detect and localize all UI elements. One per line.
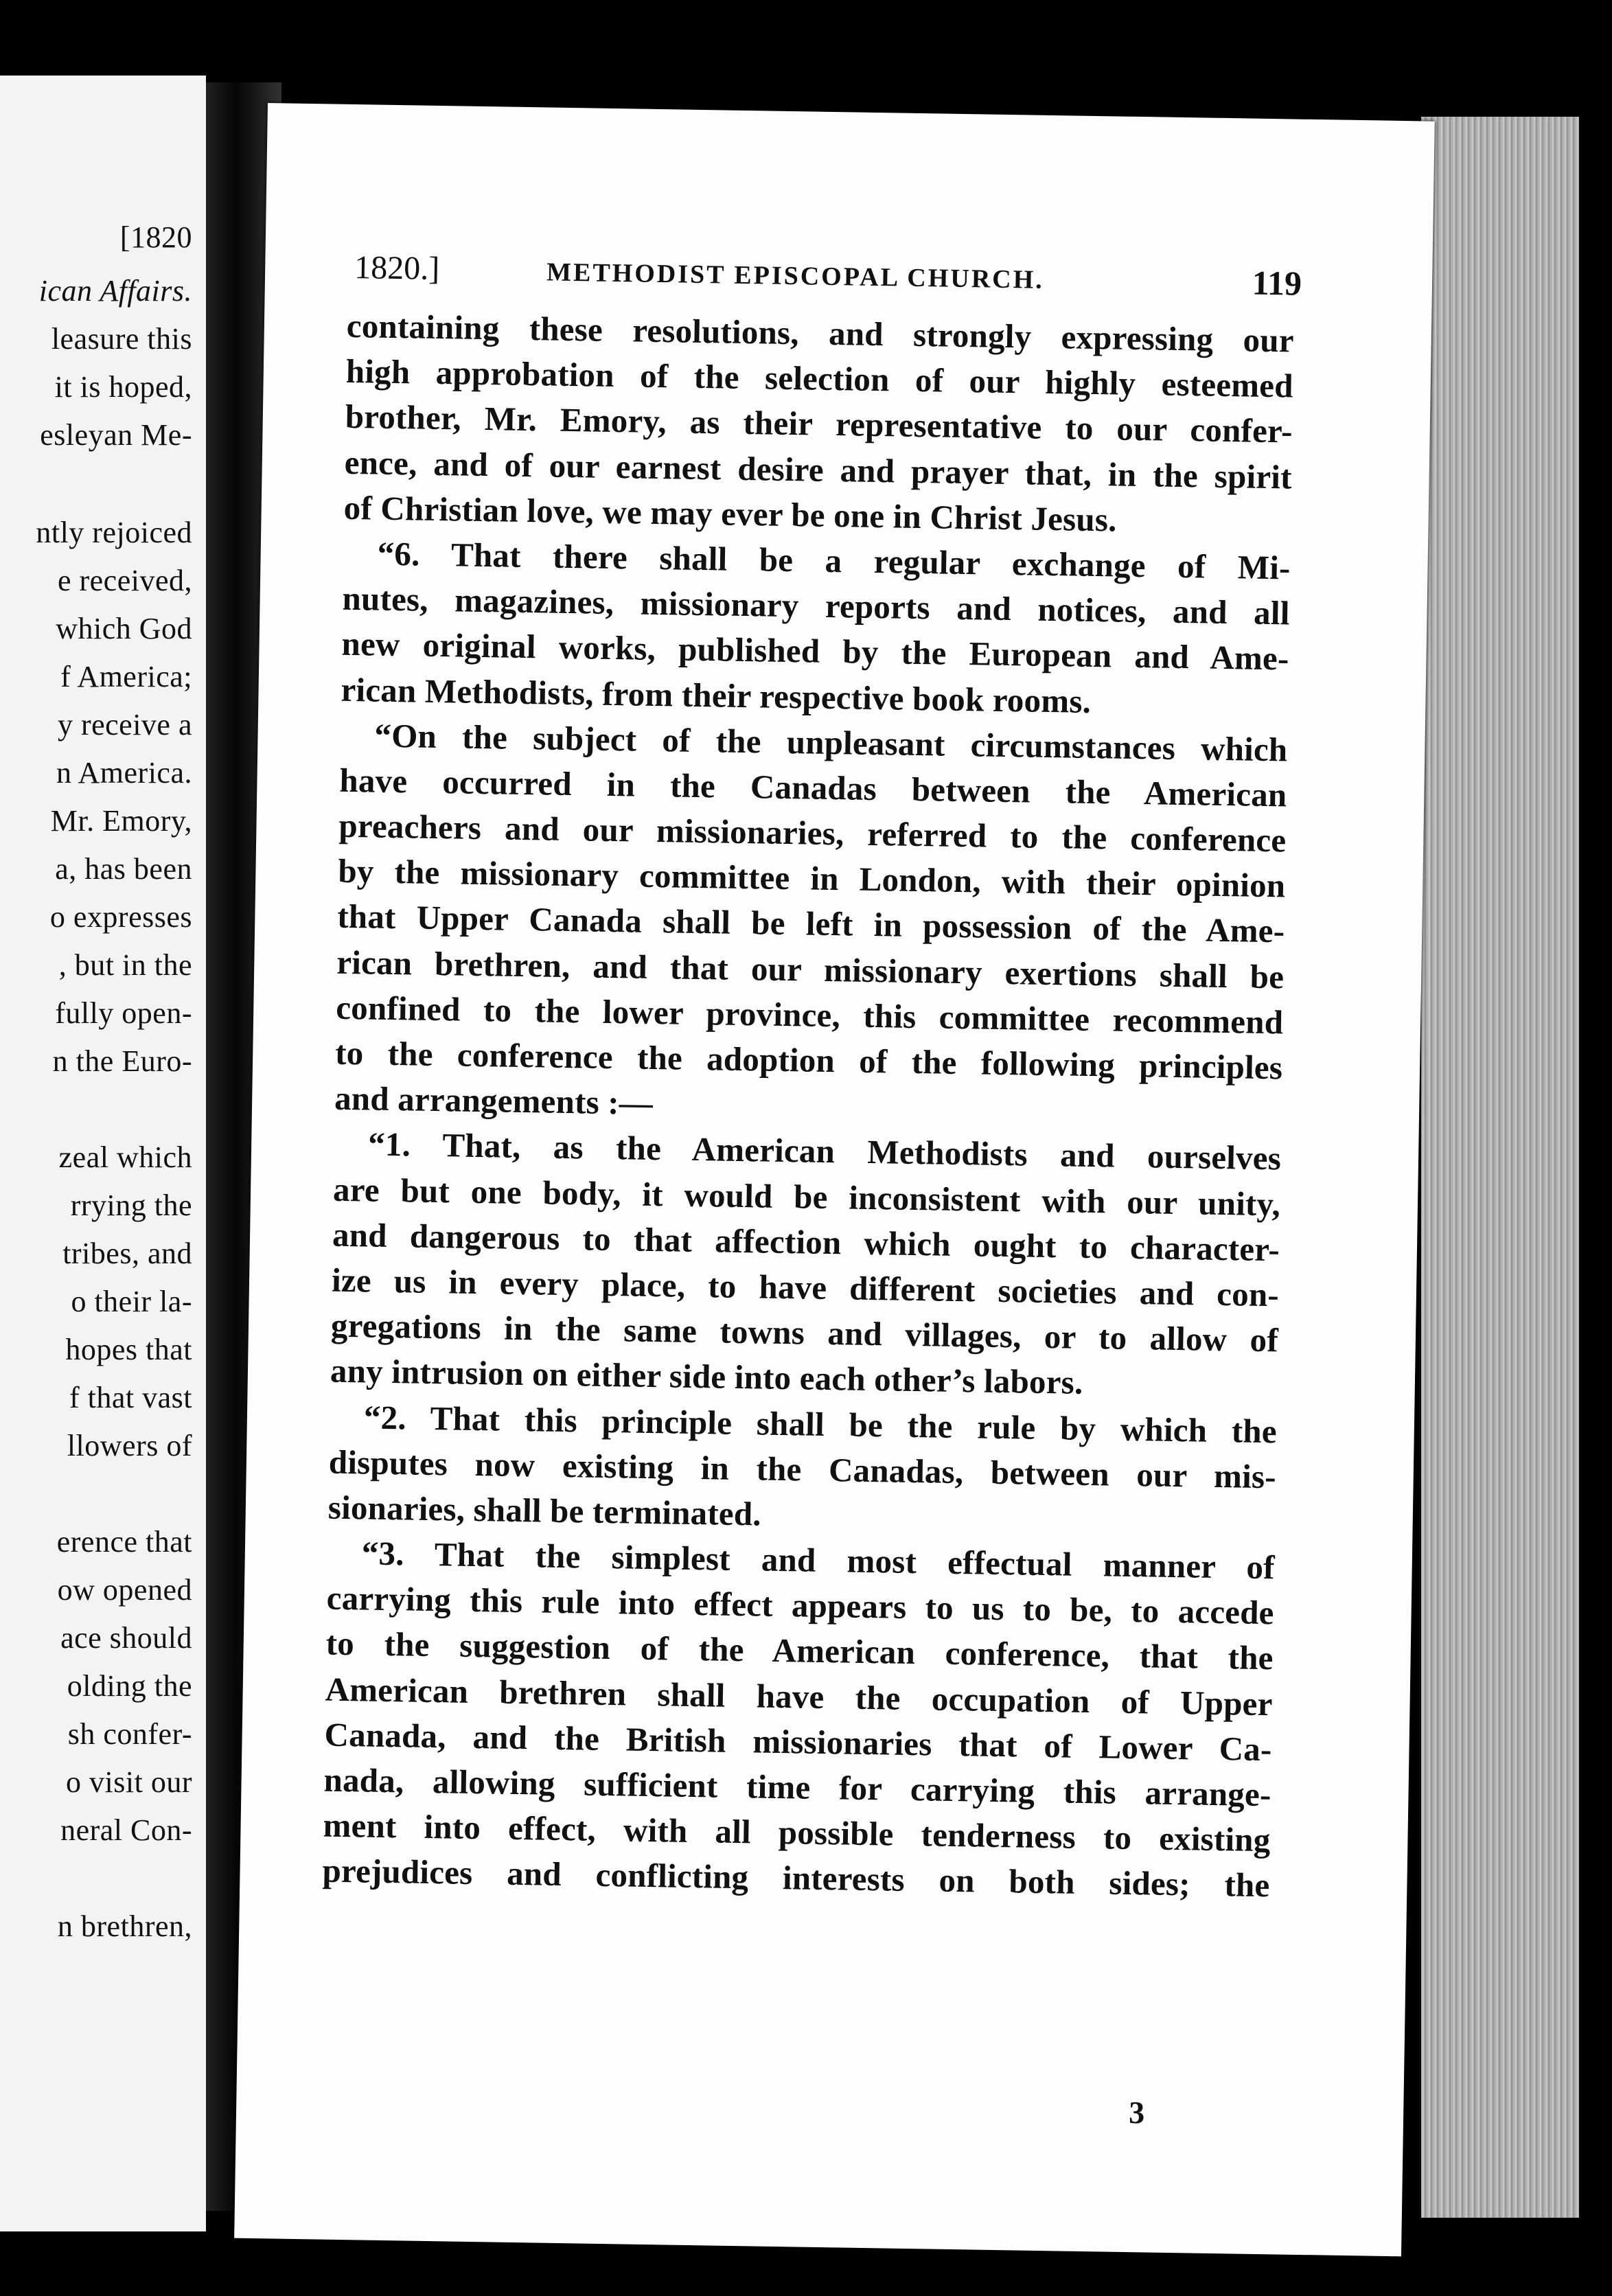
left-page-line: , but in the: [58, 948, 192, 982]
left-page-line: o expresses: [49, 900, 192, 934]
text-line: confined to the lower province, this committee recommend: [335, 988, 1284, 1042]
text-line: “3. That the simplest and most effectual manner of: [361, 1534, 1276, 1587]
left-page-line: tribes, and: [62, 1237, 192, 1270]
left-page-line: Mr. Emory,: [50, 804, 192, 838]
left-page-line: leasure this: [51, 322, 192, 356]
text-line: and dangerous to that affection which ought to character-: [332, 1215, 1280, 1269]
left-page-line: rrying the: [70, 1189, 192, 1222]
text-line: have occurred in the Canadas between the American: [339, 761, 1287, 814]
text-line: American brethren shall have the occupation of Upper: [325, 1670, 1273, 1723]
text-line: to the conference the adoption of the following principles: [334, 1033, 1283, 1087]
left-page-line: ow opened: [57, 1573, 192, 1607]
left-page-line: fully open-: [55, 996, 192, 1030]
text-line: ize us in every place, to have different societies and con-: [331, 1261, 1280, 1314]
text-line: disputes now existing in the Canadas, between our mis-: [328, 1443, 1277, 1496]
text-line: high approbation of the selection of our highly esteemed: [345, 352, 1294, 405]
left-page-line: a, has been: [55, 852, 192, 886]
text-line: ment into effect, with all possible tenderness to existing: [323, 1806, 1271, 1859]
text-line: prejudices and conflicting interests on both sides; the: [322, 1851, 1270, 1905]
text-line: “1. That, as the American Methodists and ourselves: [367, 1125, 1282, 1178]
left-page-line: ntly rejoiced: [36, 516, 192, 549]
previous-page-fragment: [0, 76, 206, 2231]
text-line: brother, Mr. Emory, as their representative to our confer-: [345, 398, 1293, 450]
left-page-line: hopes that: [65, 1333, 192, 1366]
running-head-title: METHODIST EPISCOPAL CHURCH.: [546, 257, 1045, 295]
left-page-line: [1820: [119, 220, 192, 254]
text-line: are but one body, it would be inconsistent with our unity,: [332, 1170, 1281, 1223]
text-line: “On the subject of the unpleasant circumstances which: [374, 716, 1288, 769]
text-line: by the missionary committee in London, with their opinion: [338, 852, 1286, 905]
left-page-line: olding the: [67, 1669, 192, 1703]
text-line: and arrangements :—: [334, 1079, 654, 1123]
text-line: that Upper Canada shall be left in possession of the Ame-: [336, 897, 1285, 950]
text-line: to the suggestion of the American conference, that the: [325, 1625, 1274, 1677]
left-page-line: zeal which: [58, 1140, 192, 1174]
left-page-line: y receive a: [57, 708, 192, 742]
text-line: nutes, magazines, missionary reports and notices, and all: [342, 579, 1290, 632]
text-line: new original works, published by the European and Ame-: [341, 625, 1289, 678]
left-page-line: ace should: [60, 1621, 192, 1655]
left-page-line: ican Affairs.: [38, 274, 192, 308]
text-line: containing these resolutions, and strongly expressing our: [346, 306, 1295, 360]
text-line: Canada, and the British missionaries that of Lower Ca-: [324, 1715, 1272, 1769]
text-line: carrying this rule into effect appears to us to be, to accede: [326, 1578, 1275, 1632]
left-page-line: f America;: [60, 660, 192, 693]
left-page-line: erence that: [56, 1525, 192, 1559]
text-line: “2. That this principle shall be the rule by which the: [363, 1397, 1278, 1450]
left-page-line: n the Euro-: [52, 1044, 192, 1078]
running-head: [354, 249, 1302, 312]
text-line: of Christian love, we may ever be one in Christ Jesus.: [343, 488, 1117, 539]
text-line: “6. That there shall be a regular exchange of Mi-: [377, 534, 1291, 587]
text-line: sionaries, shall be terminated.: [327, 1488, 762, 1533]
page-edges: [1421, 117, 1579, 2218]
body-text: [322, 303, 1294, 1909]
text-line: gregations in the same towns and villages, or to allow of: [330, 1306, 1279, 1359]
left-page-line: f that vast: [69, 1381, 192, 1414]
text-line: ence, and of our earnest desire and prayer that, in the spirit: [344, 443, 1293, 496]
left-page-line: which God: [56, 612, 192, 645]
left-page-line: llowers of: [67, 1429, 192, 1462]
left-page-line: e received,: [57, 564, 192, 597]
signature-mark: 3: [1128, 2095, 1145, 2131]
left-page-line: o visit our: [66, 1765, 192, 1799]
text-line: rican Methodists, from their respective book rooms.: [341, 670, 1092, 720]
running-head-year: 1820.]: [354, 249, 440, 287]
left-page-line: sh confer-: [67, 1717, 192, 1751]
left-page-line: n brethren,: [57, 1909, 192, 1943]
text-line: preachers and our missionaries, referred to the conference: [338, 806, 1287, 860]
left-page-line: neral Con-: [60, 1813, 192, 1847]
text-line: nada, allowing sufficient time for carrying this arrange-: [323, 1760, 1271, 1814]
page-number: 119: [1252, 263, 1302, 303]
left-page-line: n America.: [56, 756, 192, 790]
text-line: any intrusion on either side into each other’s labors.: [330, 1351, 1083, 1402]
text-line: rican brethren, and that our missionary exertions shall be: [336, 943, 1285, 996]
left-page-line: it is hoped,: [54, 370, 192, 404]
left-page-line: o their la-: [71, 1285, 192, 1318]
left-page-line: esleyan Me-: [40, 418, 192, 452]
book-page: [234, 103, 1435, 2256]
